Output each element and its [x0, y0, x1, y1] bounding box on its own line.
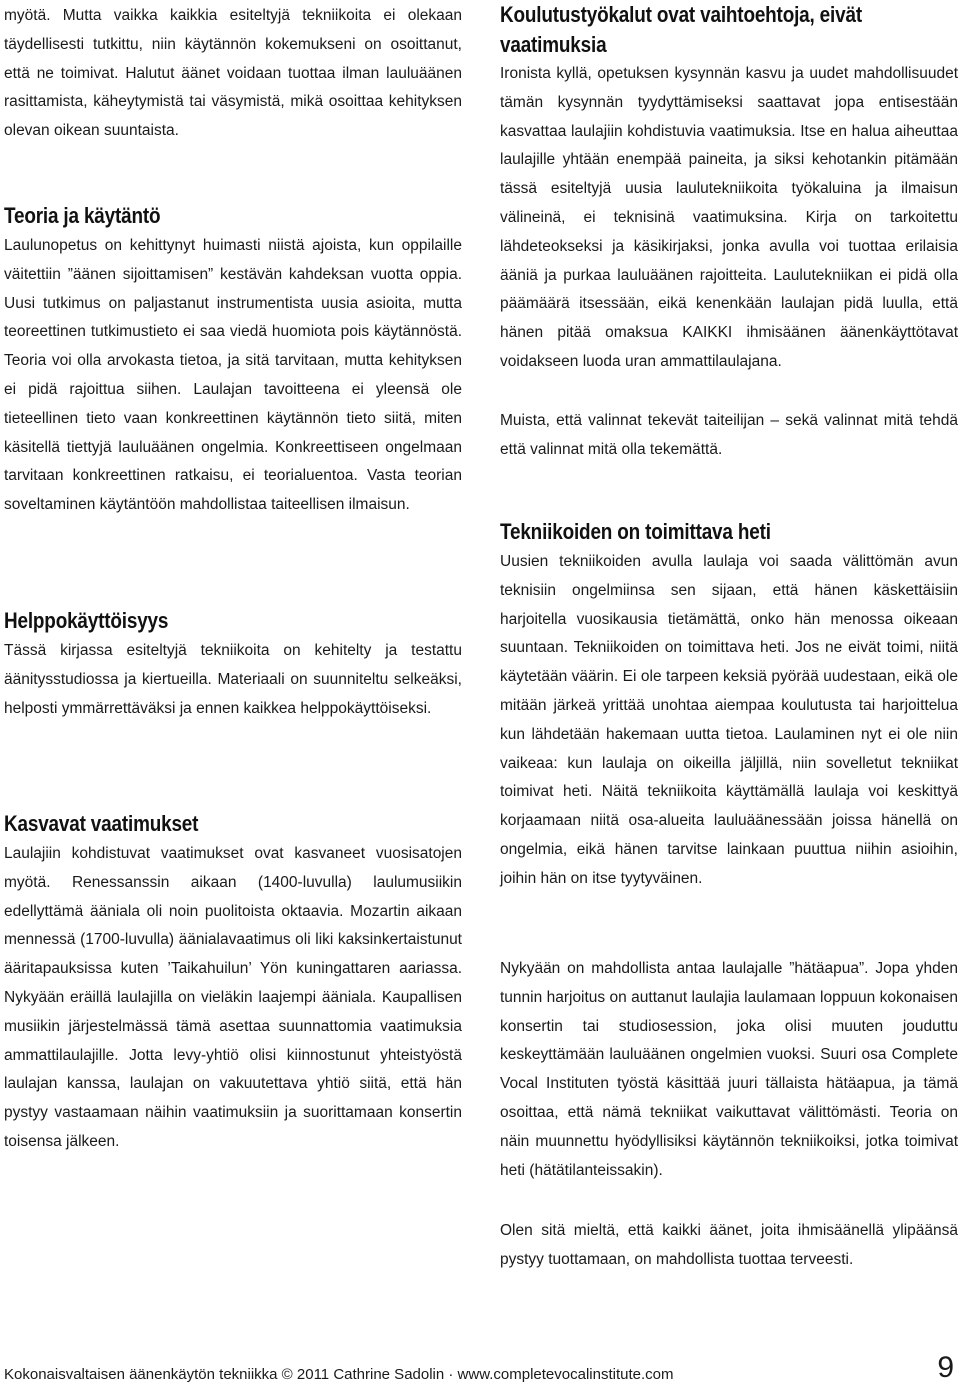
muista-section — [500, 407, 958, 465]
teoria-section — [4, 202, 462, 520]
tekniikat-heading: Tekniikoiden on toimittava heti — [500, 519, 771, 544]
intro-paragraph: myötä. Mutta vaikka kaikkia esiteltyjä tekniikoita ei olekaan täydellisesti tutkittu, niin käytännön kokemukseni on osoittanut, että ne toimivat. Halutut äänet voidaan tuottaa ilman lauluäänen rasittamista, käheytymistä tai väsymistä, mikä osoittaa kehityksen olevan oikean suuntaista. — [4, 7, 462, 140]
footer-text: Kokonaisvaltaisen äänenkäytön tekniikka © 2011 Cathrine Sadolin · www.completevocalinstitute.com — [4, 1366, 674, 1383]
page-footer — [4, 1351, 960, 1386]
nykyaan-paragraph: Nykyään on mahdollista antaa laulajalle ”hätäapua”. Jopa yhden tunnin harjoitus on auttanut laulajia laulamaan loppuun kokonaisen konsertin tai studiosession, joka olisi muuten jouduttu keskeyttämään lauluäänen ongelmien vuoksi. Suuri osa Complete Vocal Instituten työstä käsittää juuri tällaista hätäapua, ja tämä osoittaa, että nämä tekniikat vaikuttavat välittömästi. Teoria on näin muunnettu hyödyllisiksi käytännön tekniikoiksi, jotka toimivat heti (hätätilanteissakin). — [500, 960, 958, 1179]
koulutus-section — [500, 0, 958, 377]
helppo-paragraph: Tässä kirjassa esiteltyjä tekniikoita on kehitelty ja testattu äänitysstudiossa ja kiertueilla. Materiaali on suunniteltu selkeäksi, helposti ymmärrettäväksi ja ennen kaikkea helppokäyttöiseksi. — [4, 642, 462, 717]
koulutus-paragraph: Ironista kyllä, opetuksen kysynnän kasvu ja uudet mahdollisuudet tämän kysynnän tyydyttämiseksi saattavat jopa entisestään kasvattaa laulajiin kohdistuvia vaatimuksia. Itse en halua aiheuttaa laulajille yhtään enempää paineita, ja siksi kehotankin pitämään tässä esiteltyjä uusia laulutekniikoita työkaluina ja ilmaisun välineinä, ei teknisinä vaatimuksina. Kirja on tarkoitettu lähdeteokseksi ja käsikirjaksi, jonka avulla voi tuottaa erilaisia ääniä ja purkaa lauluäänen rajoitteita. Laulutekniikan ei pidä olla päämäärä itsessään, eikä kenenkään laulajan pidä luulla, että hänen pitää omaksua KAIKKI ihmisäänen äänenkäyttötavat voidakseen luoda uran ammattilaulajana. — [500, 65, 958, 370]
tekniikat-section — [500, 518, 958, 894]
page-number: 9 — [937, 1351, 954, 1384]
kasvavat-paragraph: Laulajiin kohdistuvat vaatimukset ovat kasvaneet vuosisatojen myötä. Renessanssin aikaan (1400-luvulla) laulumusiikin edellyttämä ääniala oli noin puolitoista oktaavia. Mozartin aikaan mennessä (1700-luvulla) äänialavaatimus oli liki kaksinkertaistunut ääritapauksissa kuten ’Taikahuilun’ Yön kuningattaren aariassa. Nykyään eräillä laulajilla on vieläkin laajempi ääniala. Kaupallisen musiikin järjestelmässä tämä asettaa suunnattomia vaatimuksia ammattilaulajille. Jotta levy-yhtiö olisi kiinnostunut yhteistyöstä laulajan kanssa, laulajan on vakuutettava yhtiö siitä, että hän pystyy vastaamaan näihin vaatimuksiin ja suorittamaan konsertin toisensa jälkeen. — [4, 845, 462, 1150]
intro-section — [4, 2, 462, 146]
teoria-heading: Teoria ja käytäntö — [4, 203, 161, 228]
kasvavat-heading: Kasvavat vaatimukset — [4, 811, 199, 836]
tekniikat-paragraph: Uusien tekniikoiden avulla laulaja voi saada välittömän avun teknisiin ongelmiinsa sen sijaan, että hänen käskettäisiin harjoitella vuosikausia tietämättä, onko hän menossa oikeaan suuntaan. Tekniikoiden on toimittava heti. Jos ne eivät toimi, niitä käytetään väärin. Ei ole tarpeen keksiä pyörää uudestaan, eikä ole mitään järkeä yrittää unohtaa aiempaa koulutusta tai harjoittelua kun lähdetään hakemaan uutta tietoa. Laulaminen nyt ei ole niin vaikeaa: kun laulaja on oikeilla jäljillä, niin sovelletut tekniikat toimivat heti. Näitä tekniikoita käyttämällä laulaja voi keskittyä korjaamaan niitä osa-alueita lauluäänessään joissa hänellä on ongelmia, eikä hänen tarvitse lainkaan puuttua niihin asioihin, joihin hän on itse tyytyväinen. — [500, 553, 958, 887]
olen-paragraph: Olen sitä mieltä, että kaikki äänet, joita ihmisäänellä ylipäänsä pystyy tuottamaan, on mahdollista tuottaa terveesti. — [500, 1222, 958, 1268]
helppo-heading: Helppokäyttöisyys — [4, 608, 169, 633]
koulutus-heading-line1: Koulutustyökalut ovat vaihtoehtoja, eivät — [500, 2, 862, 27]
kasvavat-section — [4, 810, 462, 1157]
nykyaan-section — [500, 955, 958, 1185]
teoria-paragraph: Laulunopetus on kehittynyt huimasti niistä ajoista, kun oppilaille väitettiin ”äänen sijoittamisen” kestävän kahdeksan vuotta oppia. Uusi tutkimus on paljastanut instrumentista uusia asioita, mutta teoreettinen tutkimustieto ei saa viedä huomiota pois käytännöstä. Teoria voi olla arvokasta tietoa, ja sitä tarvitaan, mutta kehityksen ei pidä rajoittua siihen. Laulajan tavoitteena ei yleensä ole tieteellinen tieto vaan konkreettinen käytännön tieto siitä, miten käsitellä tiettyjä lauluäänen ongelmia. Konkreettiseen ongelmaan tarvitaan konkreettinen ratkaisu, ei teorialuentoa. Vasta teorian soveltaminen käytäntöön mahdollistaa taiteellisen ilmaisun. — [4, 237, 462, 514]
helppo-section — [4, 607, 462, 723]
muista-paragraph: Muista, että valinnat tekevät taiteilijan – sekä valinnat mitä tehdä että valinnat mitä olla tekemättä. — [500, 412, 958, 458]
koulutus-heading-line2: vaatimuksia — [500, 32, 607, 57]
olen-section — [500, 1217, 958, 1275]
